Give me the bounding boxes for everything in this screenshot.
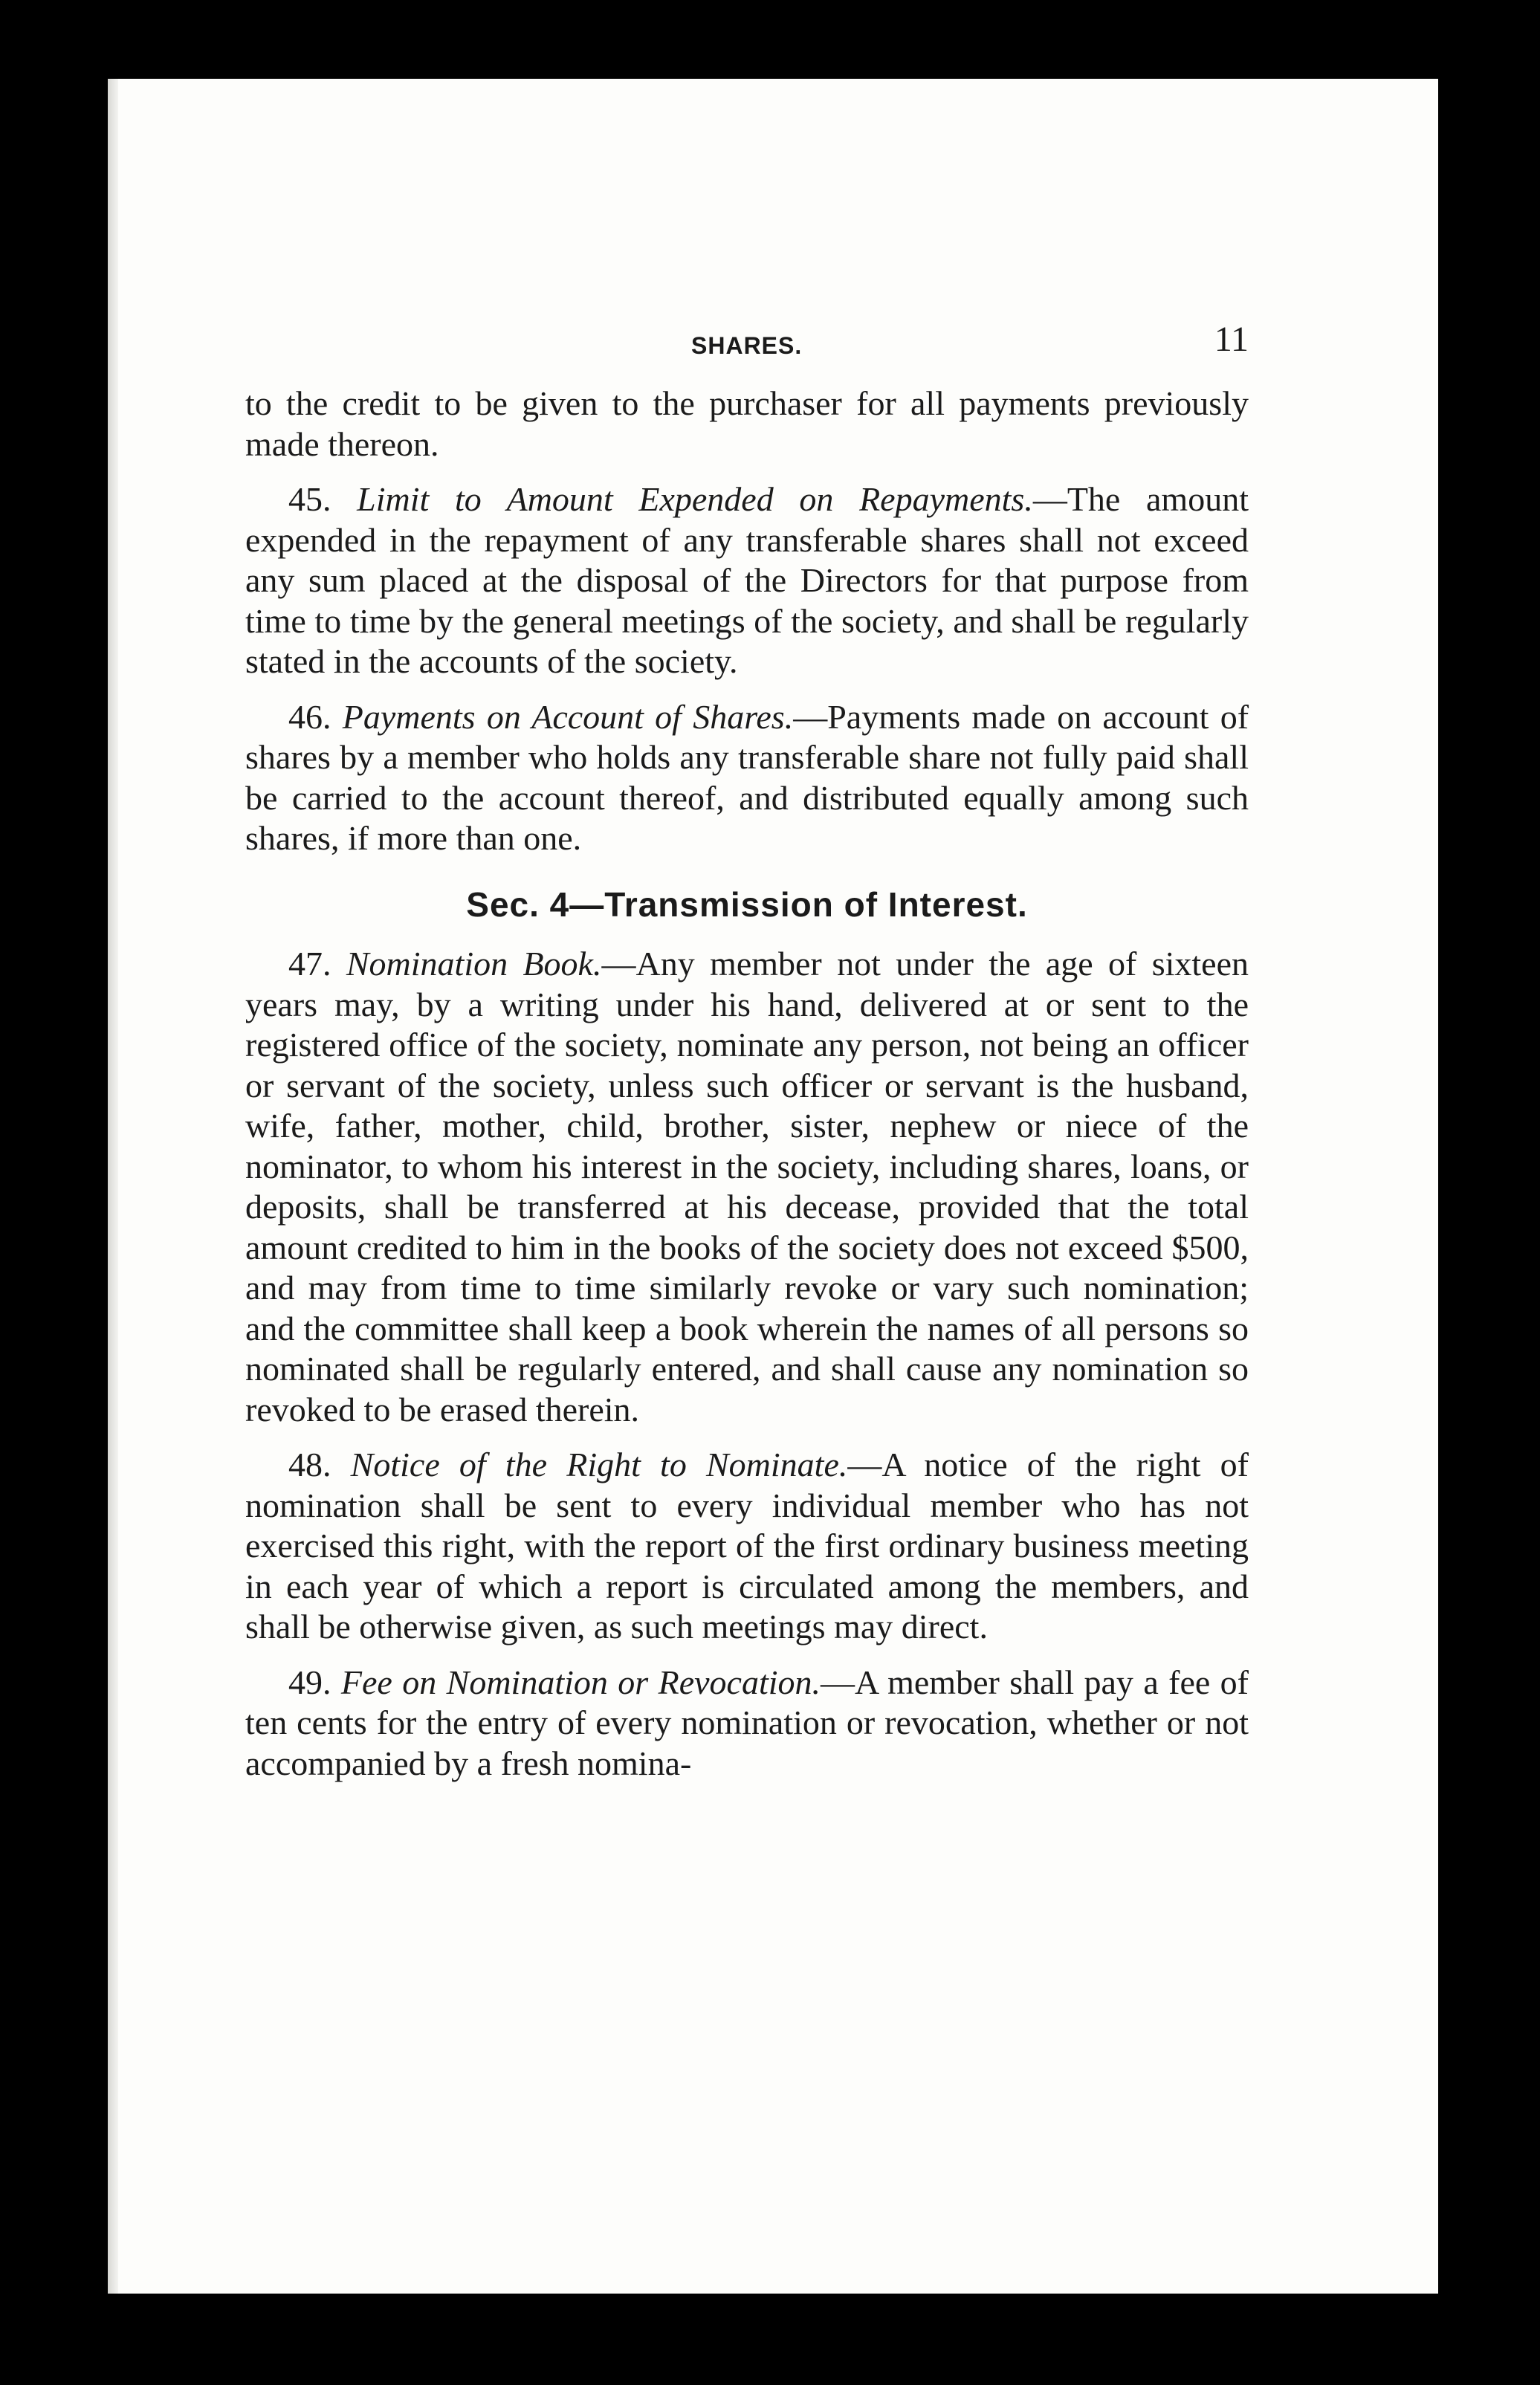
section-48-heading: Notice of the Right to Nominate. [350, 1446, 848, 1483]
section-47 [245, 944, 1249, 1430]
section-49-body: —A member shall pay a fee of ten cents for the entry of every nomination or revocation, whether or not accompanied by a fresh nomina- [245, 1663, 1249, 1782]
section-48-number: 48. [288, 1446, 331, 1483]
continuation-paragraph: to the credit to be given to the purchaser for all payments previously made thereon. [245, 384, 1249, 463]
section-47-heading: Nomination Book. [346, 945, 602, 983]
section-48-body: —A notice of the right of nomination shall be sent to every individual member who has not exercised this right, with the report of the first ordinary business meeting in each year of which a report is circulated among the members, and shall be otherwise given, as such meetings may direct. [245, 1446, 1249, 1645]
section-49-heading: Fee on Nomination or Revocation. [340, 1663, 821, 1701]
running-title: SHARES. [691, 332, 803, 359]
section-48 [245, 1445, 1249, 1648]
section-49-number: 49. [288, 1663, 331, 1701]
page-gutter-shadow [108, 79, 118, 2294]
section-47-body: —Any member not under the age of sixteen years may, by a writing under his hand, delivered at or sent to the registered office of the society, nominate any person, not being an officer or servant of the society, unless such officer or servant is the husband, wife, father, mother, child, brother, sister, nephew or niece of the nominator, to whom his interest in the society, including shares, loans, or deposits, shall be transferred at his decease, provided that the total amount credited to him in the books of the society does not exceed $500, and may from time to time similarly revoke or vary such nomination; and the committee shall keep a book wherein the names of all persons so nominated shall be regularly entered, and shall cause any nomination so revoked to be erased therein. [245, 945, 1249, 1428]
section-46-number: 46. [288, 697, 331, 736]
section-45-heading: Limit to Amount Expended on Repayments. [357, 480, 1033, 518]
section-46-heading: Payments on Account of Shares. [342, 697, 794, 736]
section-heading-transmission: Sec. 4—Transmission of Interest. [466, 884, 1028, 924]
section-49 [245, 1663, 1249, 1784]
section-45-body: —The amount expended in the repayment of any transferable shares shall not exceed any sum placed at the disposal of the Directors for that purpose from time to time by the general meetings of the society, and shall be regularly stated in the accounts of the society. [245, 480, 1249, 680]
section-45 [245, 479, 1249, 682]
section-46 [245, 697, 1249, 859]
section-45-number: 45. [288, 480, 331, 518]
page-text [245, 320, 1249, 1799]
section-46-body: —Payments made on account of shares by a member who holds any transferable share not fully paid shall be carried to the account thereof, and distributed equally among such shares, if more than one. [245, 697, 1249, 857]
page-number: 11 [1214, 320, 1249, 359]
section-47-number: 47. [288, 945, 331, 983]
running-head [245, 320, 1249, 379]
